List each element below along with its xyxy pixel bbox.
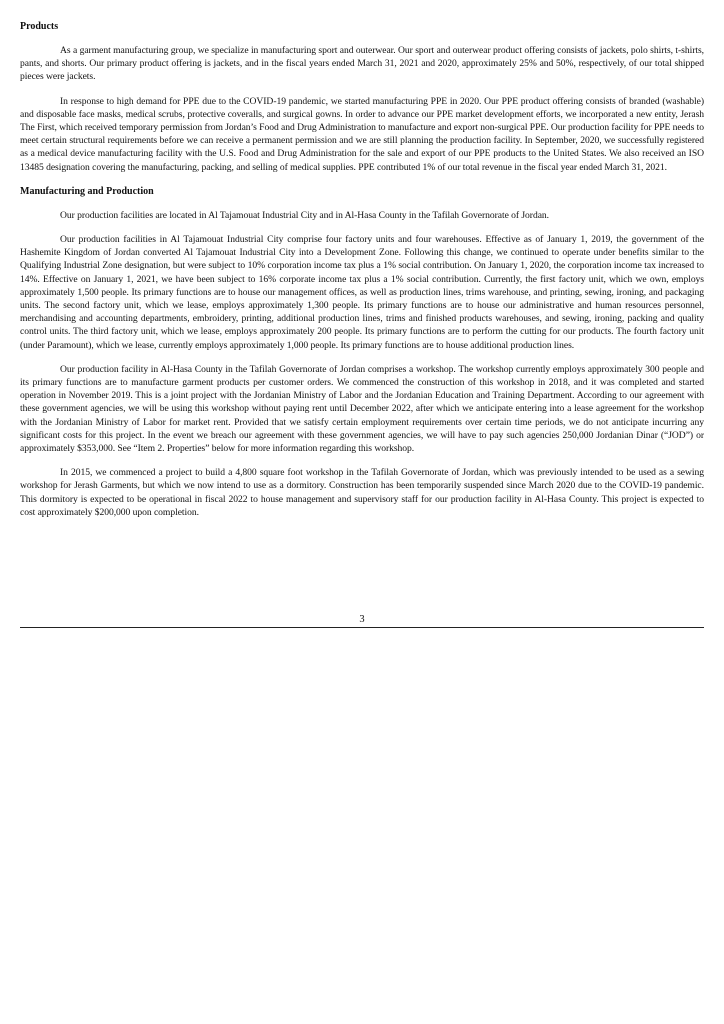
paragraph: In response to high demand for PPE due to the COVID-19 pandemic, we started manufacturing PPE in 2020. Our PPE product offering consists of branded (washable) and disposable face masks, medical scrubs, protective coveralls, and surgical gowns. In order to advance our PPE market development efforts, we incorporated a new entity, Jerash The First, which received temporary permission from Jordan’s Food and Drug Administration to manufacture and export non-surgical PPE. Our production facility for PPE needs to meet certain structural requirements before we can receive a permanent permission and we are still planning the production facility. In September, 2020, we successfully registered as a medical device manufacturing facility with the U.S. Food and Drug Administration for the sale and export of our PPE products to the United States. We also received an ISO 13485 designation covering the manufacturing, packing, and selling of medical supplies. PPE contributed 1% of our total revenue in the fiscal year ended March 31, 2021. (20, 95, 704, 173)
paragraph: Our production facility in Al-Hasa County in the Tafilah Governorate of Jordan comprises a workshop. The workshop currently employs approximately 300 people and its primary functions are to manufacture garment products per customer orders. We commenced the construction of this workshop in 2018, and it was completed and started operation in November 2019. This is a joint project with the Jordanian Ministry of Labor and the Jordanian Education and Training Department. According to our agreement with these government agencies, we will be using this workshop without paying rent until December 2022, after which we anticipate entering into a lease agreement for the workshop with the Jordanian Ministry of Labor for market rent. Provided that we satisfy certain employment requirements over certain time periods, we do not anticipate incurring any significant costs for this project. In the event we breach our agreement with these government agencies, we will have to pay such agencies 250,000 Jordanian Dinar (“JOD”) or approximately $353,000. See “Item 2. Properties” below for more information regarding this workshop. (20, 363, 704, 455)
paragraph: In 2015, we commenced a project to build a 4,800 square foot workshop in the Tafilah Governorate of Jordan, which was previously intended to be used as a sewing workshop for Jerash Garments, but which we now intend to use as a dormitory. Construction has been temporarily suspended since March 2020 due to the COVID-19 pandemic. This dormitory is expected to be operational in fiscal 2022 to house management and supervisory staff for our production facility in Al-Hasa County. This project is expected to cost approximately $200,000 upon completion. (20, 467, 704, 518)
section-heading-products: Products (20, 21, 59, 32)
page-number: 3 (359, 614, 365, 625)
paragraph: Our production facilities are located in Al Tajamouat Industrial City and in Al-Hasa County in the Tafilah Governorate of Jordan. (60, 209, 550, 221)
paragraph: As a garment manufacturing group, we specialize in manufacturing sport and outerwear. Our sport and outerwear product offering consists of jackets, polo shirts, t-shirts, pants, and shorts. Our primary product offering is jackets, and in the fiscal years ended March 31, 2021 and 2020, approximately 25% and 50%, respectively, of our total shipped pieces were jackets. (20, 45, 704, 83)
paragraph: Our production facilities in Al Tajamouat Industrial City comprise four factory units and four warehouses. Effective as of January 1, 2019, the government of the Hashemite Kingdom of Jordan converted Al Tajamouat Industrial City into a Development Zone. Following this change, we continued to operate under benefits similar to the Qualifying Industrial Zone designation, but were subject to 10% corporation income tax plus a 1% social contribution. On January 1, 2020, the corporation income tax increased to 14%. Effective on January 1, 2021, we have been subject to 16% corporate income tax plus a 1% social contribution. Currently, the first factory unit, which we own, employs approximately 1,500 people. Its primary functions are to house our management offices, as well as production lines, trims warehouse, and printing, sewing, ironing, and packaging units. The second factory unit, which we lease, employs approximately 1,300 people. Its primary functions are to house our administrative and human resources personnel, merchandising and accounting departments, embroidery, printing, additional production lines, trims and finished products warehouses, and sewing, ironing, packing and quality control units. The third factory unit, which we lease, employs approximately 200 people. Its primary functions are to perform the cutting for our products. The fourth factory unit (under Paramount), which we lease, currently employs approximately 1,000 people. Its primary functions are to house additional production lines. (20, 234, 704, 351)
section-heading-manufacturing: Manufacturing and Production (20, 185, 154, 197)
footer-divider (20, 627, 704, 628)
document-page (20, 20, 704, 530)
